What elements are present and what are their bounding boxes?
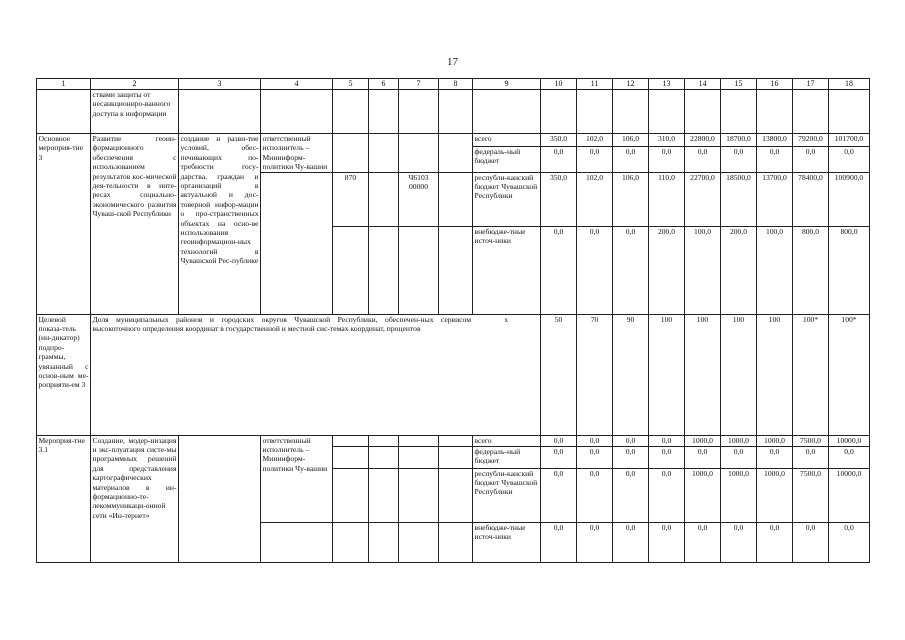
funding-source: федераль-ный бюджет [473,446,541,468]
value-cell: 800,0 [793,226,829,314]
activity-label: Мероприя-тие 3.1 [37,435,91,562]
header-cell: 12 [613,79,649,90]
header-cell: 1 [37,79,91,90]
value-cell: 0,0 [577,435,613,446]
value-cell: 0,0 [757,146,793,172]
value-cell: 0,0 [613,446,649,468]
value-cell: 1000,0 [757,468,793,522]
value-cell: 350,0 [541,172,577,226]
value-cell: 0,0 [685,522,721,562]
activity-goal: создание и разви-тие условий, обес-печивающих по-требности госу-дарства, граждан и организаций в актуальной и дос-товерной инфор-мации о про-странственных объектах на осно-ве использования геоинформацион-ных технологий в Чувашской Рес-публике [179,134,261,315]
header-cell: 11 [577,79,613,90]
value-cell: 0,0 [793,446,829,468]
value-cell: 10000,0 [829,468,870,522]
funding-source: всего [473,134,541,147]
value-cell: 0,0 [685,146,721,172]
value-cell: 0,0 [721,446,757,468]
value-cell: 0,0 [721,146,757,172]
value-cell: 100,0 [685,226,721,314]
value-cell: 0,0 [649,146,685,172]
funding-source: всего [473,435,541,446]
value-cell: 0,0 [829,522,870,562]
value-cell: 100 [721,314,757,435]
value-cell: 0,0 [613,522,649,562]
value-cell: 1000,0 [685,435,721,446]
header-cell: 13 [649,79,685,90]
value-cell: 0,0 [721,522,757,562]
value-cell: 90 [613,314,649,435]
value-cell: 0,0 [649,446,685,468]
value-cell: 0,0 [541,446,577,468]
value-cell: 0,0 [577,226,613,314]
value-cell: 0,0 [613,435,649,446]
header-cell: 7 [399,79,439,90]
funding-source: федераль-ный бюджет [473,146,541,172]
value-cell: 10000,0 [829,435,870,446]
table-row [37,90,870,134]
value-cell: 0,0 [577,146,613,172]
funding-source: республи-канский бюджет Чувашской Республики [473,468,541,522]
value-cell: 0,0 [541,435,577,446]
header-cell: 6 [369,79,399,90]
value-cell: 0,0 [829,146,870,172]
funding-source: республи-канский бюджет Чувашской Республики [473,172,541,226]
value-cell: 102,0 [577,134,613,147]
value-cell: 13800,0 [757,134,793,147]
responsible-executor: ответственный исполнитель – Мининформ-политики Чу-вашии [261,435,333,522]
table-row [37,435,870,446]
value-cell: 18500,0 [721,172,757,226]
value-cell: 0,0 [577,468,613,522]
funding-source: внебюдже-тные источ-ники [473,226,541,314]
value-cell: 70 [577,314,613,435]
value-cell: 0,0 [757,446,793,468]
indicator-unit: х [473,314,541,435]
value-cell: 0,0 [649,522,685,562]
value-cell: 0,0 [541,226,577,314]
page-number: 17 [447,56,458,68]
header-cell: 15 [721,79,757,90]
value-cell: 100* [793,314,829,435]
value-cell: 100,0 [757,226,793,314]
header-cell: 17 [793,79,829,90]
value-cell: 13700,0 [757,172,793,226]
header-cell: 4 [261,79,333,90]
value-cell: 100 [757,314,793,435]
value-cell: 350,0 [541,134,577,147]
indicator-text: Доля муниципальных районов и городских округов Чувашской Республики, обеспечен-ных сервисом высокоточного определения координат в государственной и местной сис-темах координат, процентов [91,314,473,435]
value-cell: 1000,0 [721,435,757,446]
value-cell: 106,0 [613,172,649,226]
header-cell: 14 [685,79,721,90]
value-cell: 78400,0 [793,172,829,226]
header-cell: 8 [439,79,473,90]
header-row [37,79,870,90]
value-cell: 200,0 [721,226,757,314]
value-cell: 79200,0 [793,134,829,147]
cont-text: ствами защиты от несанкциониро-ванного доступа к информации [91,90,179,134]
header-cell: 9 [473,79,541,90]
value-cell: 0,0 [793,522,829,562]
value-cell: 100900,0 [829,172,870,226]
responsible-executor: ответственный исполнитель – Мининформ-политики Чу-вашии [261,134,333,173]
value-cell: 0,0 [541,146,577,172]
value-cell: 18700,0 [721,134,757,147]
value-cell: 800,0 [829,226,870,314]
value-cell: 0,0 [613,146,649,172]
value-cell: 0,0 [541,522,577,562]
value-cell: 0,0 [793,146,829,172]
value-cell: 106,0 [613,134,649,147]
activity-label: Основное мероприя-тие 3 [37,134,91,315]
table-row [37,314,870,435]
table-row [37,134,870,147]
value-cell: 110,0 [649,172,685,226]
header-cell: 5 [333,79,369,90]
activity-title: Создание, модер-низация и экс-плуатация систе-мы программных решений для представления картографических материалов в ин-формационно-те-лекоммуникаци-онной сети «Ин-тернет» [91,435,179,562]
value-cell: 0,0 [541,468,577,522]
value-cell: 102,0 [577,172,613,226]
budget-table [36,78,870,563]
value-cell: 1000,0 [685,468,721,522]
value-cell: 22800,0 [685,134,721,147]
value-cell: 0,0 [685,446,721,468]
header-cell: 16 [757,79,793,90]
value-cell: 0,0 [649,468,685,522]
value-cell: 22700,0 [685,172,721,226]
value-cell: 0,0 [829,446,870,468]
value-cell: 0,0 [577,446,613,468]
value-cell: 101700,0 [829,134,870,147]
value-cell: 0,0 [613,468,649,522]
value-cell: 7500,0 [793,435,829,446]
value-cell: 100 [649,314,685,435]
value-cell: 1000,0 [721,468,757,522]
value-cell: 310,0 [649,134,685,147]
header-cell: 18 [829,79,870,90]
target-article: Ч6103 00000 [399,172,439,226]
value-cell: 0,0 [577,522,613,562]
value-cell: 50 [541,314,577,435]
value-cell: 0,0 [649,435,685,446]
budget-code: 870 [333,172,369,226]
header-cell: 3 [179,79,261,90]
value-cell: 7500,0 [793,468,829,522]
header-cell: 10 [541,79,577,90]
activity-title: Развитие геоин-формационного обеспечения с использованием результатов кос-мической дея-тельности в инте-ресах социально-экономического развития Чуваш-ской Республики [91,134,179,315]
indicator-label: Целевой показа-тель (ин-дикатор) подпро-граммы, увязанный с основ-ным ме-роприяти-ем 3 [37,314,91,435]
value-cell: 100* [829,314,870,435]
funding-source: внебюдже-тные источ-ники [473,522,541,562]
value-cell: 100 [685,314,721,435]
value-cell: 0,0 [613,226,649,314]
value-cell: 200,0 [649,226,685,314]
header-cell: 2 [91,79,179,90]
value-cell: 1000,0 [757,435,793,446]
value-cell: 0,0 [757,522,793,562]
